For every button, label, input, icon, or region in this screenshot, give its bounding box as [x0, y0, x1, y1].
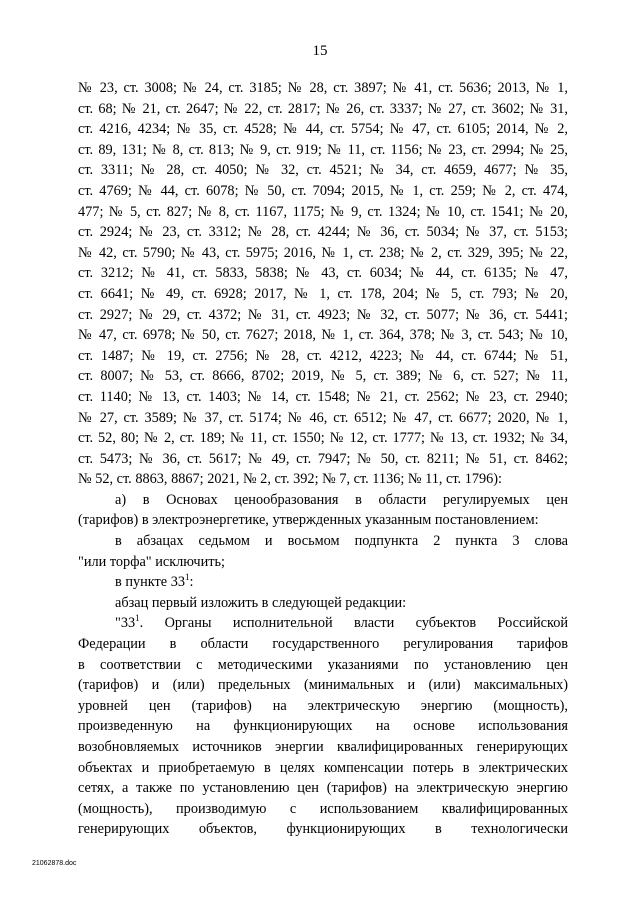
text-line: ст. 1140; № 13, ст. 1403; № 14, ст. 1548; № 21, ст. 2562; № 23, ст. 2940; [78, 388, 568, 405]
text-line: ст. 6641; № 49, ст. 6928; 2017, № 1, ст. 178, 204; № 5, ст. 793; № 20, [78, 285, 568, 302]
text-line: сетях, а также по установлению цен (тарифов) на электрическую энергию [78, 780, 568, 797]
text-line: № 52, ст. 8863, 8867; 2021, № 2, ст. 392; № 7, ст. 1136; № 11, ст. 1796): [78, 471, 503, 488]
text-line: ст. 4216, 4234; № 35, ст. 4528; № 44, ст. 5754; № 47, ст. 6105; 2014, № 2, [78, 121, 568, 138]
text-line: (тарифов) и (или) предельных (минимальных и (или) максимальных) [78, 677, 568, 694]
text-line: (тарифов) в электроэнергетике, утвержденных указанным постановлением: [78, 512, 539, 529]
text-line: № 27, ст. 3589; № 37, ст. 5174; № 46, ст. 6512; № 47, ст. 6677; 2020, № 1, [78, 409, 568, 426]
text-line: (мощность), производимую с использованием квалифицированных [78, 800, 568, 817]
quote-line-start: . Органы исполнительной власти субъектов Российской [139, 615, 568, 632]
text-line: № 42, ст. 5790; № 43, ст. 5975; 2016, № 1, ст. 238; № 2, ст. 329, 395; № 22, [78, 244, 568, 261]
punkt-superscript: 1 [185, 572, 190, 583]
item-a [78, 490, 568, 531]
text-line: ст. 5473; № 36, ст. 5617; № 49, ст. 7947; № 50, ст. 8211; № 51, ст. 8462; [78, 450, 568, 467]
abzats-first: абзац первый изложить в следующей редакции: [115, 594, 407, 611]
text-line: ст. 2927; № 29, ст. 4372; № 31, ст. 4923; № 32, ст. 5077; № 36, ст. 5441; [78, 306, 568, 323]
text-line [78, 613, 568, 634]
text-line: генерирующих объектов, функционирующих в технологически [78, 821, 568, 838]
punkt-suffix: : [189, 574, 194, 591]
footer-filename: 21062878.doc [32, 860, 77, 867]
quoted-article [78, 613, 568, 840]
text-line: 477; № 5, ст. 827; № 8, ст. 1167, 1175; № 9, ст. 1324; № 10, ст. 1541; № 20, [78, 203, 568, 220]
text-line: а) в Основах ценообразования в области регулируемых цен [115, 491, 568, 508]
text-line: ст. 2924; № 23, ст. 3312; № 28, ст. 4244; № 36, ст. 5034; № 37, ст. 5153; [78, 224, 568, 241]
text-line: Федерации в области государственного регулирования тарифов [78, 636, 568, 653]
text-line: ст. 8007; № 53, ст. 8666, 8702; 2019, № 5, ст. 389; № 6, ст. 527; № 11, [78, 368, 568, 385]
text-line: ст. 52, 80; № 2, ст. 189; № 11, ст. 1550; № 12, ст. 1777; № 13, ст. 1932; № 34, [78, 430, 568, 447]
quote-prefix: "33 [115, 615, 136, 632]
text-line: в соответствии с методическими указаниями по установлению цен [78, 656, 568, 673]
abzats-7-8 [78, 531, 568, 572]
text-line: ст. 3212; № 41, ст. 5833, 5838; № 43, ст. 6034; № 44, ст. 6135; № 47, [78, 265, 568, 282]
punkt-33-1 [78, 572, 568, 593]
text-line: "или торфа" исключить; [78, 553, 226, 570]
text-line: объектах и приобретаемую в целях компенсации потерь в электрических [78, 759, 568, 776]
punkt-prefix: в пункте 33 [115, 574, 185, 591]
text-line: ст. 4769; № 44, ст. 6078; № 50, ст. 7094; 2015, № 1, ст. 259; № 2, ст. 474, [78, 182, 568, 199]
text-line: произведенную на функционирующих на основе использования [78, 718, 568, 735]
text-line: ст. 3311; № 28, ст. 4050; № 32, ст. 4521; № 34, ст. 4659, 4677; № 35, [78, 162, 568, 179]
text-line: № 23, ст. 3008; № 24, ст. 3185; № 28, ст. 3897; № 41, ст. 5636; 2013, № 1, [78, 80, 568, 96]
text-line: № 47, ст. 6978; № 50, ст. 7627; 2018, № 1, ст. 364, 378; № 3, ст. 543; № 10, [78, 327, 568, 344]
page-number: 15 [312, 43, 328, 59]
legal-references [78, 78, 568, 490]
text-line: ст. 89, 131; № 8, ст. 813; № 9, ст. 919; № 11, ст. 1156; № 23, ст. 2994; № 25, [78, 141, 568, 158]
text-line: в абзацах седьмом и восьмом подпункта 2 пункта 3 слова [115, 533, 568, 550]
text-line: уровней цен (тарифов) на электрическую энергию (мощность), [78, 697, 568, 714]
text-line: ст. 68; № 21, ст. 2647; № 22, ст. 2817; № 26, ст. 3337; № 27, ст. 3602; № 31, [78, 100, 568, 117]
text-line: ст. 1487; № 19, ст. 2756; № 28, ст. 4212, 4223; № 44, ст. 6744; № 51, [78, 347, 568, 364]
text-line: возобновляемых источников энергии квалифицированных генерирующих [78, 739, 568, 755]
quote-superscript: 1 [135, 613, 140, 624]
document-body [78, 78, 568, 840]
